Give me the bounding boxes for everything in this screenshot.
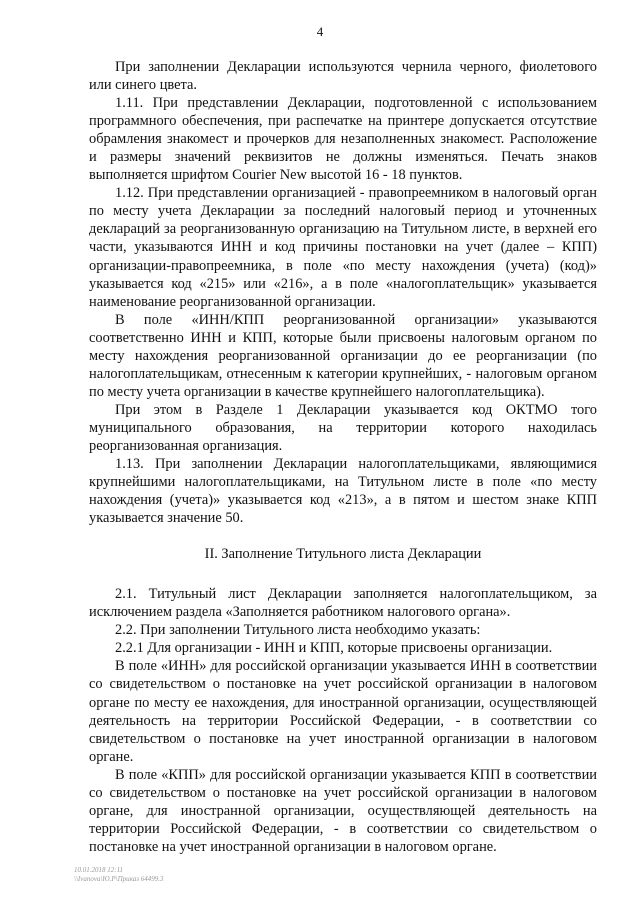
paragraph-2-1: 2.1. Титульный лист Декларации заполняется налогоплательщиком, за исключением раздела «Заполняется работником налогового органа». — [89, 586, 597, 621]
paragraph-kpp-field: В поле «КПП» для российской организации указывается КПП в соответствии со свидетельством о постановке на учет российской организации в налоговом органе, для иностранной организации, осуществляющей деятельность на территории Российской Федерации, - в соответствии со свидетельством о постановке на учет иностранной организации в налоговом органе. — [89, 766, 597, 855]
paragraph-ink: При заполнении Декларации используются чернила черного, фиолетового или синего цвета. — [89, 59, 597, 94]
footer-date: 10.01.2018 12:11 — [74, 866, 124, 874]
paragraph-1-11: 1.11. При представлении Декларации, подготовленной с использованием программного обеспечения, при распечатке на принтере допускается отсутствие обрамления знакомест и прочерков для незаполненных знакомест. Расположение и размеры значений реквизитов не должны изменяться. Печать знаков выполняется шрифтом Courier New высотой 16 - 18 пунктов. — [89, 95, 597, 184]
page-number: 4 — [316, 24, 324, 39]
footer-path: \\Ivanova\Ю.Р\Приказ 64499.3 — [74, 874, 164, 883]
section-title: II. Заполнение Титульного листа Декларации — [204, 546, 482, 563]
paragraph-2-2: 2.2. При заполнении Титульного листа необходимо указать: — [115, 622, 481, 639]
paragraph-1-12: 1.12. При представлении организацией - правопреемником в налоговый орган по месту учета Декларации за последний налоговый период и уточненных деклараций за реорганизованную организацию на Титульном листе, в верхней его части, указываются ИНН и код причины постановки на учет (далее – КПП) организации-правопреемника, в поле «по месту нахождения (учета) (код)» указывается код «215» или «216», а в поле «налогоплательщик» указывается наименование реорганизованной организации. — [89, 185, 597, 310]
document-body — [89, 58, 597, 856]
paragraph-inn-field: В поле «ИНН» для российской организации указывается ИНН в соответствии со свидетельством о постановке на учет российской организации в налоговом органе по месту ее нахождения, для иностранной организации, осуществляющей деятельность на территории Российской Федерации, - в соответствии со свидетельством о постановке на учет иностранной организации в налоговом органе. — [89, 658, 597, 765]
footer-stamp — [74, 866, 163, 883]
paragraph-1-13: 1.13. При заполнении Декларации налогоплательщиками, являющимися крупнейшими налогоплательщиками, на Титульном листе в поле «по месту нахождения (учета)» указывается код «213», а в пятом и шестом знаке КПП указывается значение 50. — [89, 456, 597, 527]
paragraph-inn-kpp-reorganized: В поле «ИНН/КПП реорганизованной организации» указываются соответственно ИНН и КПП, которые были присвоены налоговым органом по месту нахождения реорганизованной организации до ее реорганизации (по налогоплательщикам, отнесенным к категории крупнейших, - налоговым органом по месту учета организации в качестве крупнейшего налогоплательщика). — [89, 311, 597, 400]
paragraph-2-2-1: 2.2.1 Для организации - ИНН и КПП, которые присвоены организации. — [115, 640, 553, 657]
paragraph-oktmo: При этом в Разделе 1 Декларации указывается код ОКТМО того муниципального образования, на территории которого находилась реорганизованная организация. — [89, 401, 597, 454]
